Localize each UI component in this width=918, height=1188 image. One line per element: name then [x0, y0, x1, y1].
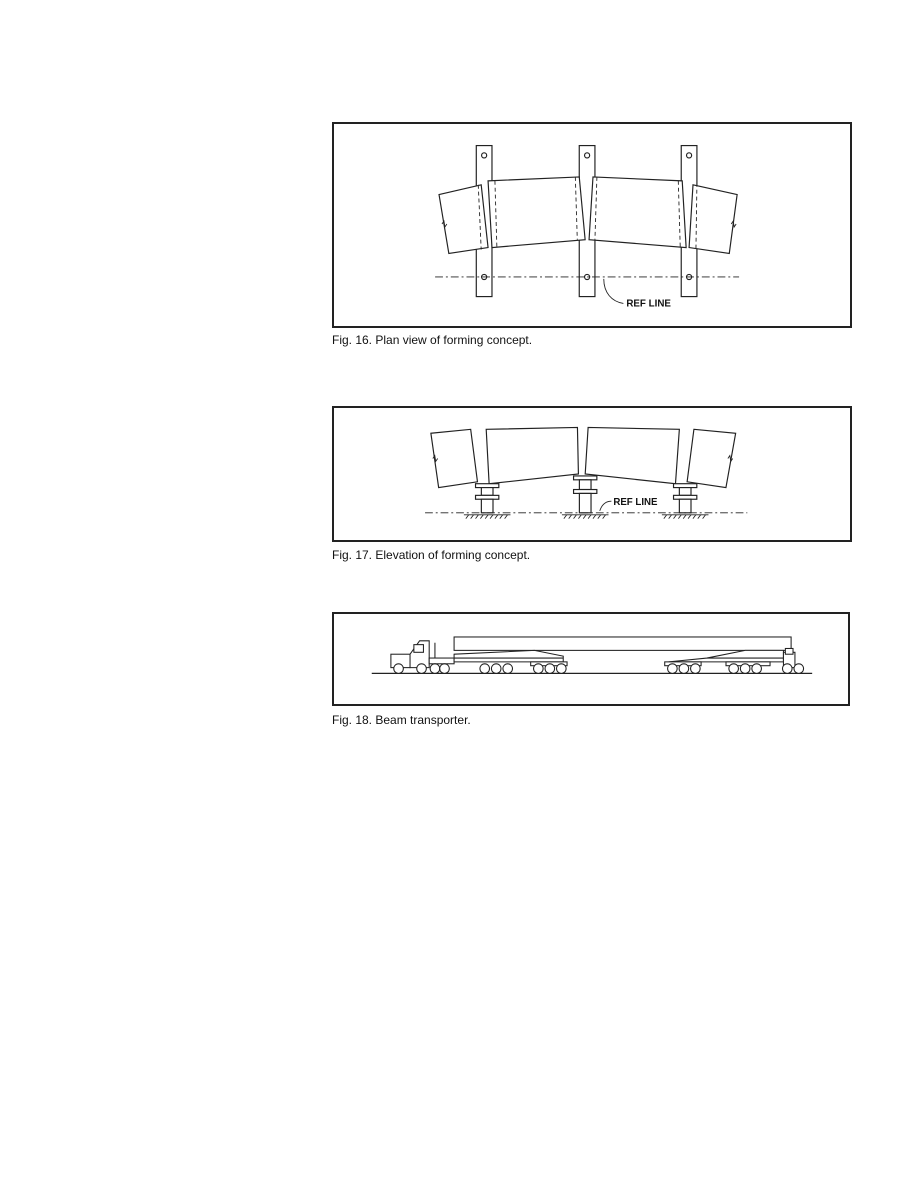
wheel	[480, 664, 490, 674]
elevation-drawing	[334, 408, 850, 540]
wheel	[440, 664, 450, 674]
wheel	[729, 664, 739, 674]
elev-support-left	[476, 484, 499, 513]
figure-17-caption: Fig. 17. Elevation of forming concept.	[332, 548, 531, 562]
figure-17-elevation	[332, 406, 852, 542]
figure-16-plan-view	[332, 122, 852, 328]
wheel	[417, 664, 427, 674]
plan-segment-3	[589, 177, 686, 248]
trailer-front-frame	[454, 650, 563, 661]
wheel	[679, 664, 689, 674]
elev-support-center	[574, 476, 597, 513]
wheel	[752, 664, 762, 674]
figure-18-beam-transporter	[332, 612, 850, 706]
elev-segment-1	[431, 429, 478, 487]
wheel	[545, 664, 555, 674]
plan-view-drawing	[334, 124, 850, 326]
elev-segment-2	[486, 427, 578, 483]
plan-ref-label: REF LINE	[626, 298, 671, 310]
trailer-rear-frame	[669, 650, 784, 661]
elev-ground-hatch	[464, 515, 709, 519]
figure-18-caption: Fig. 18. Beam transporter.	[332, 713, 471, 727]
beam	[454, 637, 791, 650]
wheel	[491, 664, 501, 674]
plan-bolt	[585, 153, 590, 158]
wheel	[394, 664, 404, 674]
plan-bolt	[687, 153, 692, 158]
wheel	[503, 664, 513, 674]
wheel	[534, 664, 544, 674]
wheel	[782, 664, 792, 674]
wheel	[668, 664, 678, 674]
elev-support-right	[674, 484, 697, 513]
plan-ref-leader	[604, 279, 624, 304]
plan-bolt	[482, 153, 487, 158]
transporter-drawing	[334, 614, 848, 704]
wheel	[557, 664, 567, 674]
elev-ref-label: REF LINE	[613, 497, 658, 509]
figure-16-caption: Fig. 16. Plan view of forming concept.	[332, 333, 533, 347]
elev-segment-3	[585, 427, 679, 483]
elev-ref-leader	[600, 501, 612, 511]
wheel	[430, 664, 440, 674]
wheel	[691, 664, 701, 674]
wheel	[794, 664, 804, 674]
plan-segment-2	[488, 177, 585, 248]
wheel	[740, 664, 750, 674]
